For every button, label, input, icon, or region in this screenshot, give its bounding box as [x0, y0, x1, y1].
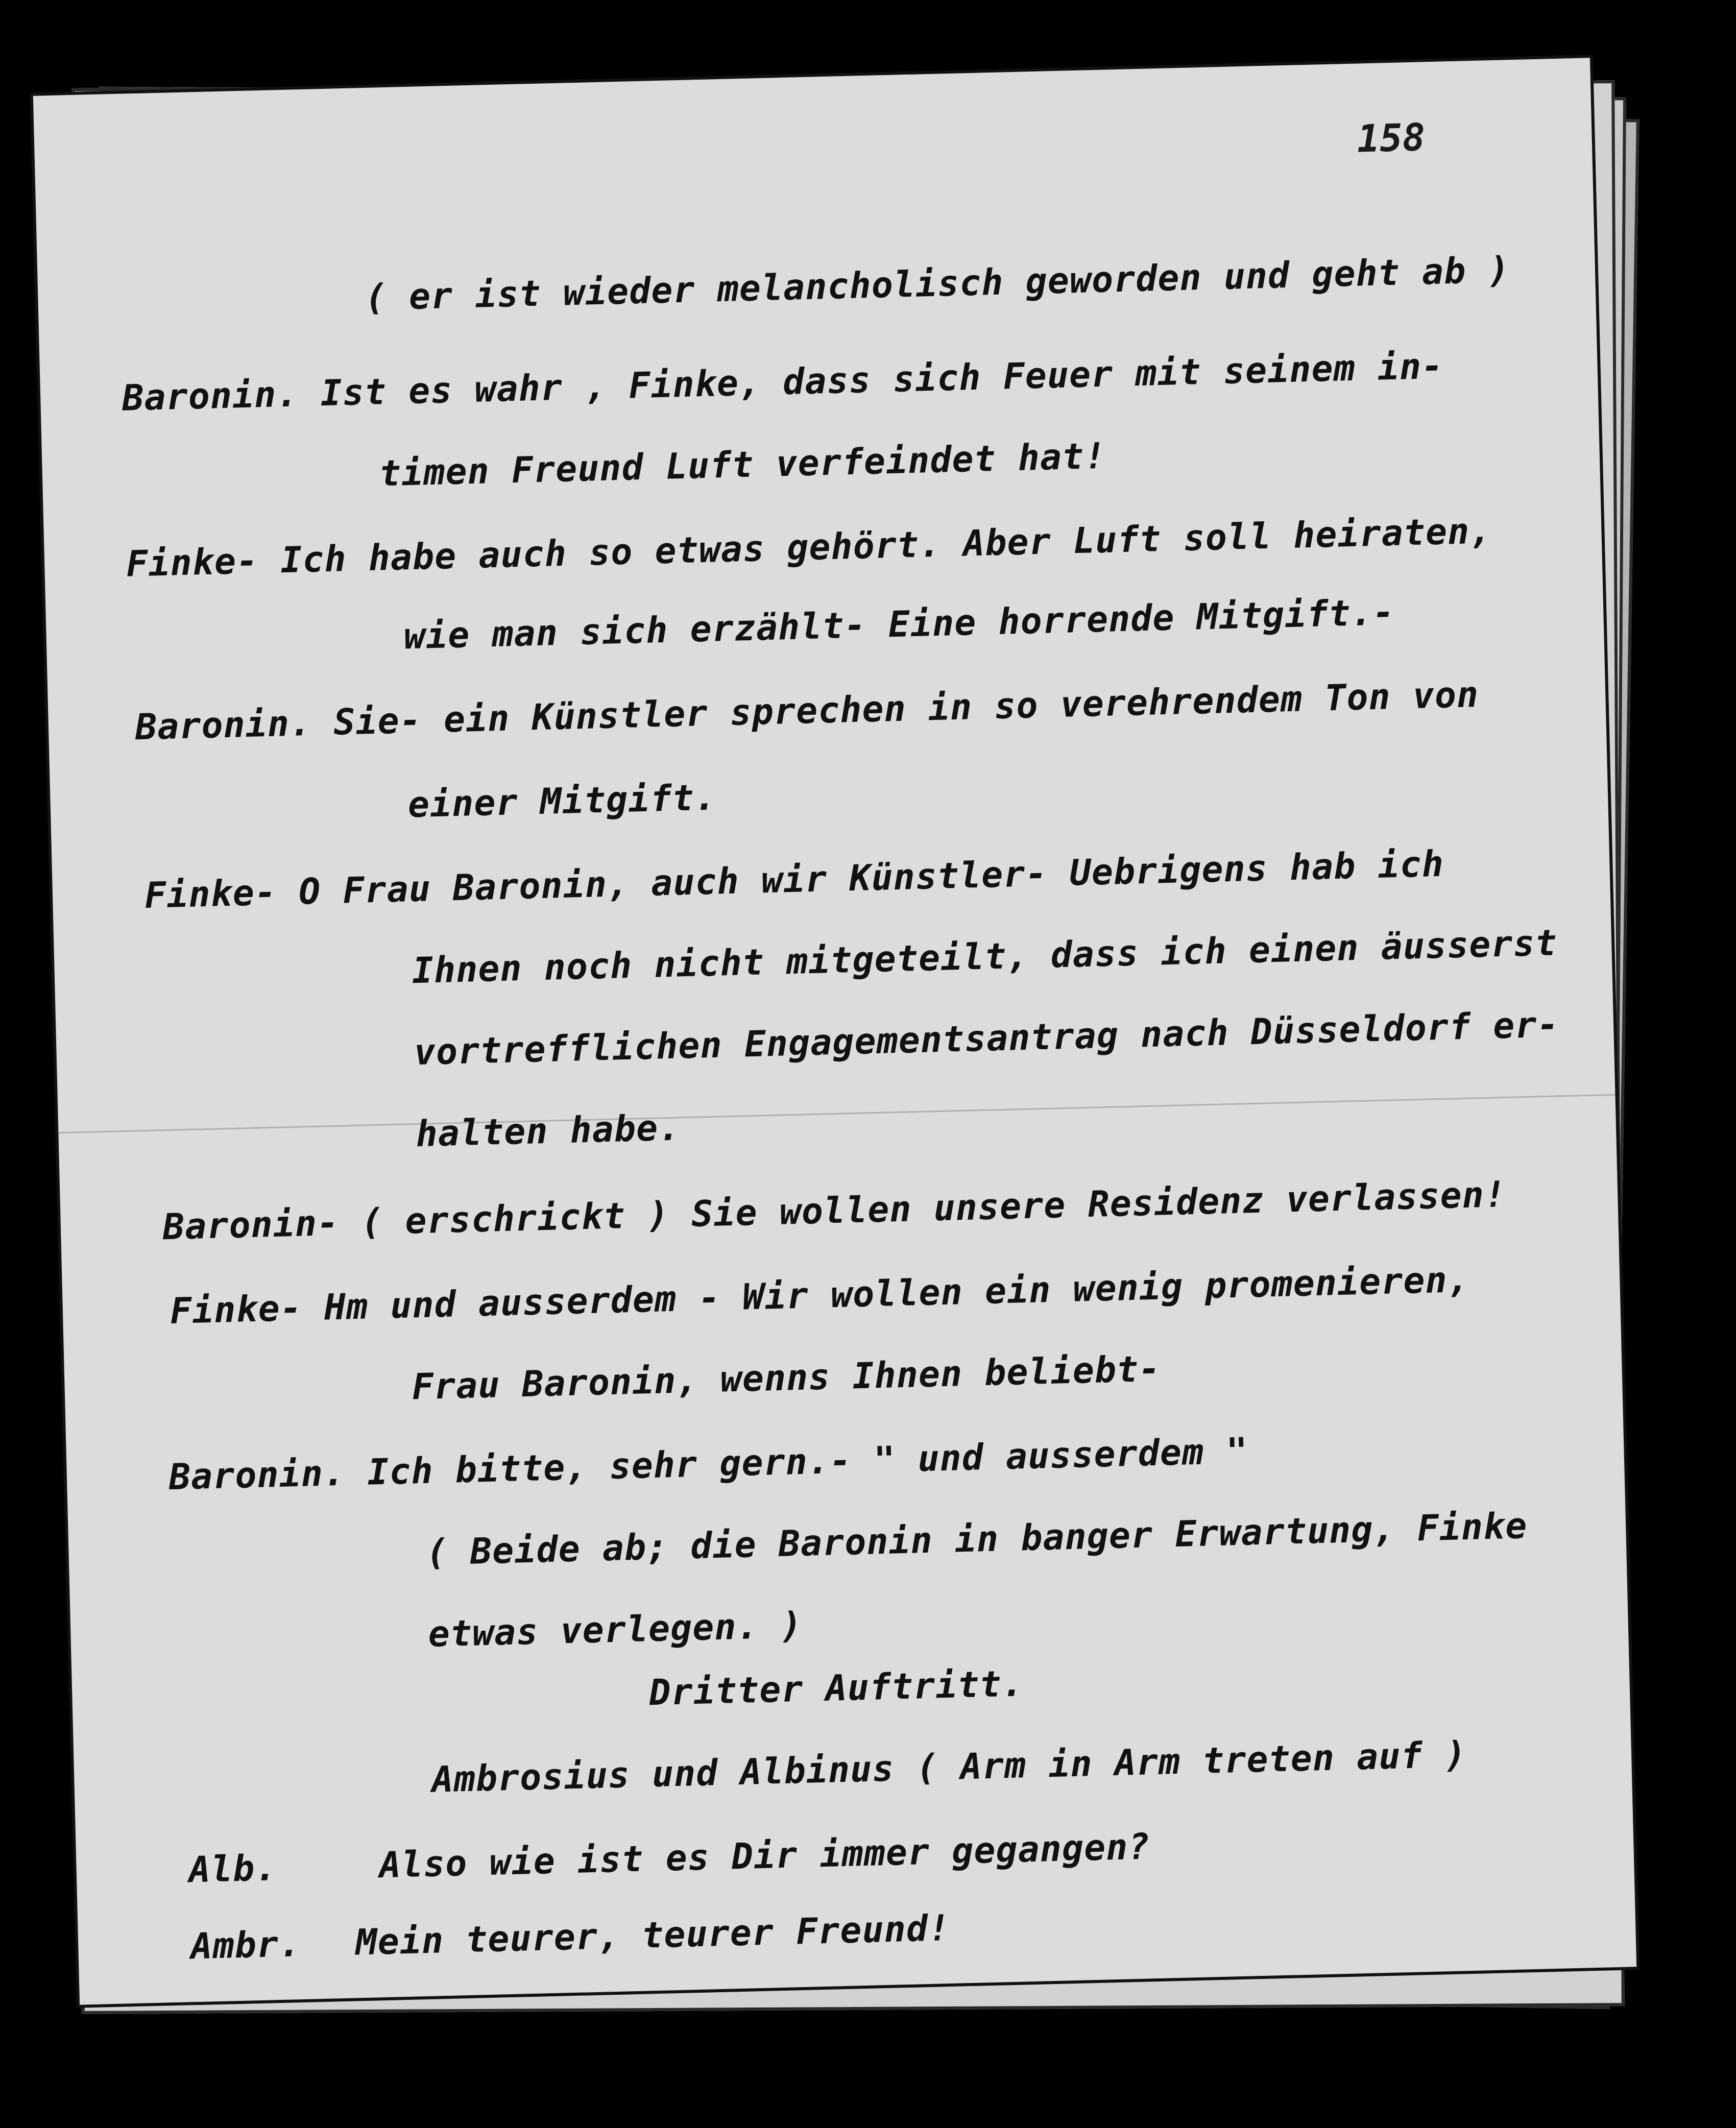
- line-text: wie man sich erzählt- Eine horrende Mitgift.-: [403, 591, 1395, 658]
- typewritten-page: [33, 58, 1636, 2004]
- line-text: Hm und ausserdem - Wir wollen ein wenig promenieren,: [323, 1258, 1470, 1328]
- line-text: Ihnen noch nicht mitgeteilt, dass ich einen äusserst: [411, 922, 1558, 992]
- line-text: Mein teurer, teurer Freund!: [355, 1907, 951, 1964]
- line-text: Ist es wahr , Finke, dass sich Feuer mit seinem in-: [320, 345, 1444, 415]
- speaker-name: Ambr.: [190, 1923, 302, 1968]
- line-text: Frau Baronin, wenns Ihnen beliebt-: [411, 1347, 1162, 1408]
- line-text: timen Freund Luft verfeindet hat!: [379, 434, 1107, 495]
- line-text: Ich bitte, sehr gern.- " und ausserdem ": [367, 1430, 1249, 1493]
- line-text: ( Beide ab; die Baronin in banger Erwartung, Finke: [425, 1505, 1528, 1574]
- line-text: einer Mitgift.: [407, 776, 717, 826]
- dialogue-line: [416, 1106, 681, 1155]
- line-text: ( er ist wieder melancholisch geworden und geht ab ): [364, 249, 1511, 319]
- speaker-name: Baronin.: [168, 1452, 346, 1498]
- line-text: halten habe.: [415, 1106, 681, 1155]
- line-text: O Frau Baronin, auch wir Künstler- Uebrigens hab ich: [298, 842, 1444, 913]
- speaker-name: Baronin.: [122, 373, 299, 419]
- speaker-name: Finke-: [144, 871, 277, 916]
- speaker-name: Baronin.: [135, 702, 312, 748]
- line-text: etwas verlegen. ): [427, 1604, 803, 1655]
- speaker-name: Finke-: [126, 540, 259, 585]
- line-text: Dritter Auftritt.: [648, 1662, 1024, 1714]
- line-text: Ich habe auch so etwas gehört. Aber Luft soll heiraten,: [280, 510, 1492, 582]
- page-number: 158: [1356, 115, 1426, 161]
- line-text: ( erschrickt ) Sie wollen unsere Residenz verlassen!: [360, 1173, 1507, 1243]
- speaker-name: Baronin-: [162, 1201, 340, 1248]
- line-text: Also wie ist es Dir immer gegangen?: [378, 1825, 1151, 1887]
- line-text: Ambrosius und Albinus ( Arm in Arm treten auf ): [431, 1733, 1467, 1801]
- speaker-name: Alb.: [188, 1847, 278, 1891]
- dialogue-line: [407, 777, 717, 826]
- speaker-name: Finke-: [169, 1287, 303, 1332]
- line-text: Sie- ein Künstler sprechen in so verehrendem Ton von: [333, 673, 1480, 743]
- line-text: vortrefflichen Engagementsantrag nach Düsseldorf er-: [413, 1003, 1560, 1074]
